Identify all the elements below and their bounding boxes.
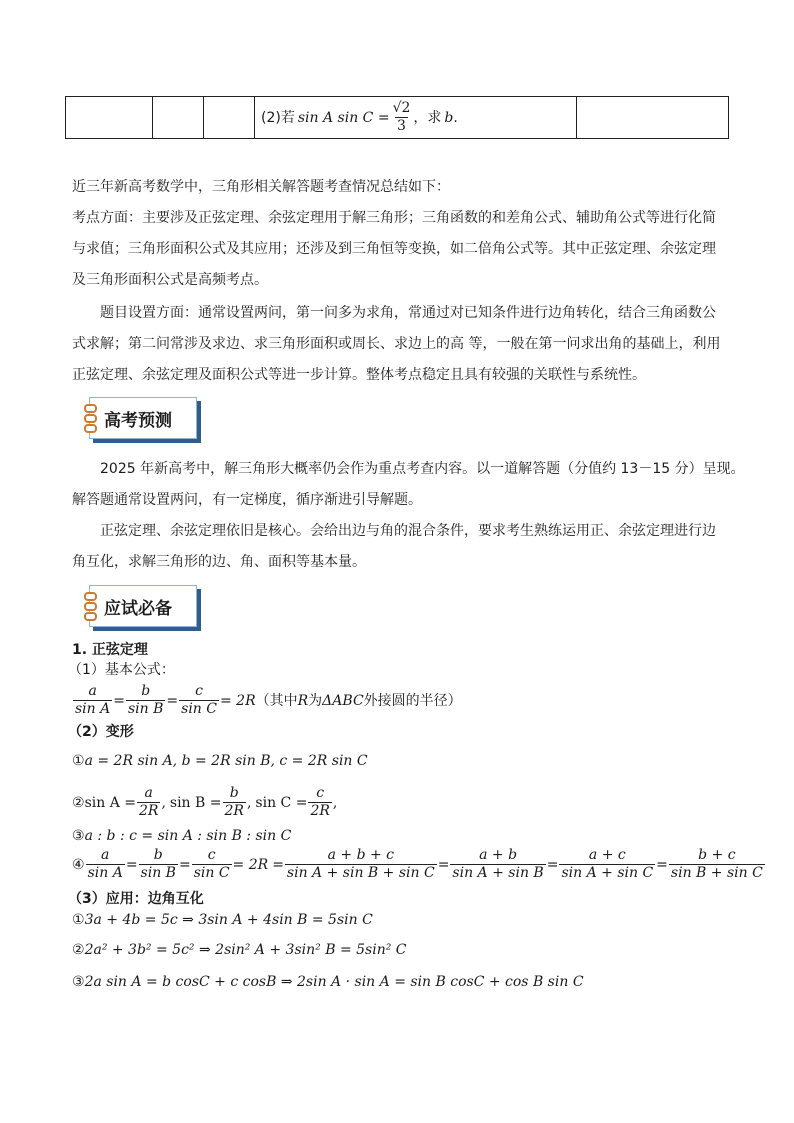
note-r: R [297,692,309,709]
timu-line-3: 正弦定理、余弦定理及面积公式等进一步计算。整体考点稳定且具有较强的关联性与系统性。 [72,367,646,383]
frac-num: c [195,683,203,699]
q2-frac-den: 3 [397,118,406,134]
variant-1-formula: a = 2R sin A, b = 2R sin B, c = 2R sin C [84,753,368,769]
eq-sign: = [125,856,138,873]
table-row [66,97,729,139]
application-1-formula: 3a + 4b = 5c ⇒ 3sin A + 4sin B = 5sin C [84,912,373,928]
circled-number: ③ [72,974,85,990]
circled-number: ④ [72,856,85,873]
kaodian-line-2: 与求值；三角形面积公式及其应用；还涉及到三角恒等变换，如二倍角公式等。其中正弦定理、余弦定理 [72,241,716,257]
circled-number: ③ [72,828,85,844]
frac-num: a + b [479,847,518,863]
q2-expr: sin A sin C = [297,109,390,126]
q2-suffix: ，求 [413,109,442,126]
yuce-para-2-line-2: 角互化，求解三角形的边、角、面积等基本量。 [72,554,366,570]
note-triangle: ΔABC [322,692,364,709]
frac-num: b [153,847,163,863]
frac-num: b [141,683,151,699]
lhs: sin A = [84,794,136,811]
circled-number: ② [72,942,85,958]
lhs: sin B = [169,794,222,811]
summary-intro: 近三年新高考数学中，三角形相关解答题考查情况总结如下： [72,179,450,195]
q2-fraction [391,101,413,134]
frac-den: sin B [140,865,176,881]
question-table [65,96,729,139]
subheading-application: （3）应用：边角互化 [68,891,204,907]
variant-2 [72,786,337,819]
eq-sign: = [437,856,450,873]
comma: , [246,794,252,811]
table-cell [204,97,255,139]
circled-number: ① [72,753,85,769]
comma: , [332,794,338,811]
yuce-para-1-line-1: 2025 年新高考中，解三角形大概率仍会作为重点考查内容。以一道解答题（分值约 13－15 分）呈现。 [100,461,745,477]
variant-4 [72,848,766,881]
frac-den: sin C [193,865,230,881]
frac-den: 2R [138,803,159,819]
table-cell [577,97,729,139]
question-cell [255,97,577,139]
eq-2r: = 2R [232,856,269,873]
yuce-para-1-line-2: 解答题通常设置两问，有一定梯度，循序渐进引导解题。 [72,492,422,508]
frac-num: a [88,683,97,699]
heading-sine-law: 1. 正弦定理 [72,642,148,658]
frac-num: b [229,785,239,801]
eq-sign: = [166,692,179,709]
application-2 [72,940,406,960]
table-cell [153,97,204,139]
frac-num: c [316,785,325,801]
yuce-para-2-line-1: 正弦定理、余弦定理依旧是核心。会给出边与角的混合条件，要求考生熟练运用正、余弦定理进行边 [100,523,716,539]
eq-sign: = [113,692,125,709]
frac-den: sin A + sin B [452,865,544,881]
section-title: 应试必备 [104,599,172,619]
subheading-basic-formula: （1）基本公式： [68,662,175,678]
q2-var: b [444,109,454,126]
frac-num: c [207,847,216,863]
frac-num: a [144,785,153,801]
frac-num: b + c [698,847,736,863]
binder-ring-icon [84,414,97,423]
eq-sign: = [272,856,284,873]
binder-ring-icon [84,424,97,433]
kaodian-line-3: 及三角形面积公式是高频考点。 [72,272,268,288]
application-1 [72,910,373,930]
q2-frac-num: √2 [392,100,411,116]
frac-den: sin A + sin C [561,865,654,881]
eq-sign: = [656,856,668,873]
application-2-formula: 2a² + 3b² = 5c² ⇒ 2sin² A + 3sin² B = 5sin² C [84,942,407,958]
section-title: 高考预测 [104,411,172,431]
note-text: 外接圆的半径） [363,692,462,709]
eq-sign: = [178,856,191,873]
frac-num: a [101,847,110,863]
binder-ring-icon [84,592,97,601]
eq-2r: = 2R [219,692,256,709]
binder-ring-icon [84,612,97,621]
variant-3-formula: a : b : c = sin A : sin B : sin C [84,828,292,844]
frac-den: 2R [224,803,244,819]
circled-number: ① [72,912,85,928]
application-3 [72,972,584,992]
frac-den: sin A [87,865,123,881]
section-header-gaokao-yuce [89,397,197,439]
section-header-yingshi-bibei [89,585,197,627]
note-text: （其中 [255,692,298,709]
formula-sine-law [72,684,462,717]
application-3-formula: 2a sin A = b cosC + c cosB ⇒ 2sin A · sin A = sin B cosC + cos B sin C [84,974,584,990]
comma: , [161,794,166,811]
binder-ring-icon [84,404,97,413]
variant-1 [72,751,368,771]
frac-den: sin A [75,701,111,717]
frac-den: sin A + sin B + sin C [286,865,435,881]
q2-prefix: (2)若 [261,109,295,126]
binder-ring-icon [84,602,97,611]
timu-line-1: 题目设置方面：通常设置两问，第一问多为求角，常通过对已知条件进行边角转化，结合三角函数公 [100,305,716,321]
frac-num: a + c [588,847,626,863]
lhs: sin C = [255,794,308,811]
frac-den: sin C [181,701,217,717]
frac-den: 2R [310,803,330,819]
frac-den: sin B [127,701,164,717]
variant-3 [72,826,291,846]
kaodian-line-1: 考点方面：主要涉及正弦定理、余弦定理用于解三角形；三角函数的和差角公式、辅助角公式等进行化简 [72,210,716,226]
frac-den: sin B + sin C [670,865,763,881]
frac-num: a + b + c [327,847,395,863]
circled-number: ② [72,794,85,811]
note-text: 为 [308,692,323,709]
subheading-variants: （2）变形 [68,724,134,740]
q2-end: . [453,109,458,126]
timu-line-2: 式求解；第二问常涉及求边、求三角形面积或周长、求边上的高 等，一般在第一问求出角的基础上，利用 [72,336,721,352]
table-cell [66,97,153,139]
eq-sign: = [546,856,559,873]
